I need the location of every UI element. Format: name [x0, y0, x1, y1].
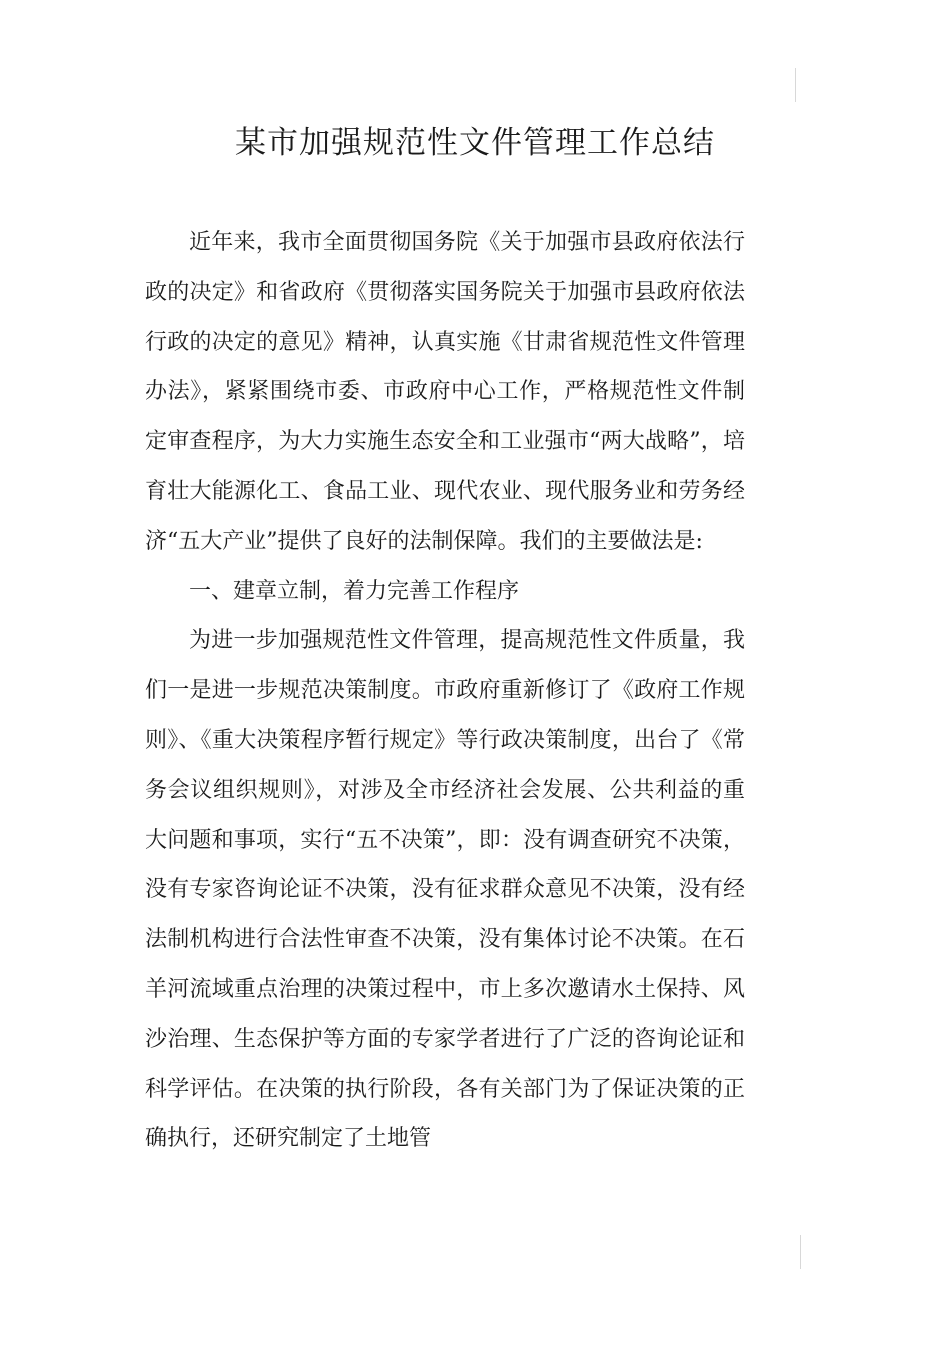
page-edge-mark-top	[795, 68, 796, 102]
section-heading-1: 一、建章立制，着力完善工作程序	[189, 578, 520, 604]
section-1-paragraph: 为进一步加强规范性文件管理，提高规范性文件质量，我们一是进一步规范决策制度。市政府重新修订了《政府工作规则》、《重大决策程序暂行规定》等行政决策制度，出台了《常务会议组织规则》，对涉及全市经济社会发展、公共利益的重大问题和事项，实行“五不决策”，即：没有调查研究不决策，没有专家咨询论证不决策，没有征求群众意见不决策，没有经法制机构进行合法性审查不决策，没有集体讨论不决策。在石羊河流域重点治理的决策过程中，市上多次邀请水土保持、风沙治理、生态保护等方面的专家学者进行了广泛的咨询论证和科学评估。在决策的执行阶段，各有关部门为了保证决策的正确执行，还研究制定了土地管	[145, 628, 745, 1152]
page-edge-mark-bottom	[800, 1235, 801, 1269]
intro-paragraph: 近年来，我市全面贯彻国务院《关于加强市县政府依法行政的决定》和省政府《贯彻落实国务院关于加强市县政府依法行政的决定的意见》精神，认真实施《甘肃省规范性文件管理办法》，紧紧围绕市委、市政府中心工作，严格规范性文件制定审查程序，为大力实施生态安全和工业强市“两大战略”，培育壮大能源化工、食品工业、现代农业、现代服务业和劳务经济“五大产业”提供了良好的法制保障。我们的主要做法是:	[145, 230, 745, 554]
document-body	[145, 218, 745, 1164]
document-title: 某市加强规范性文件管理工作总结	[235, 125, 715, 161]
